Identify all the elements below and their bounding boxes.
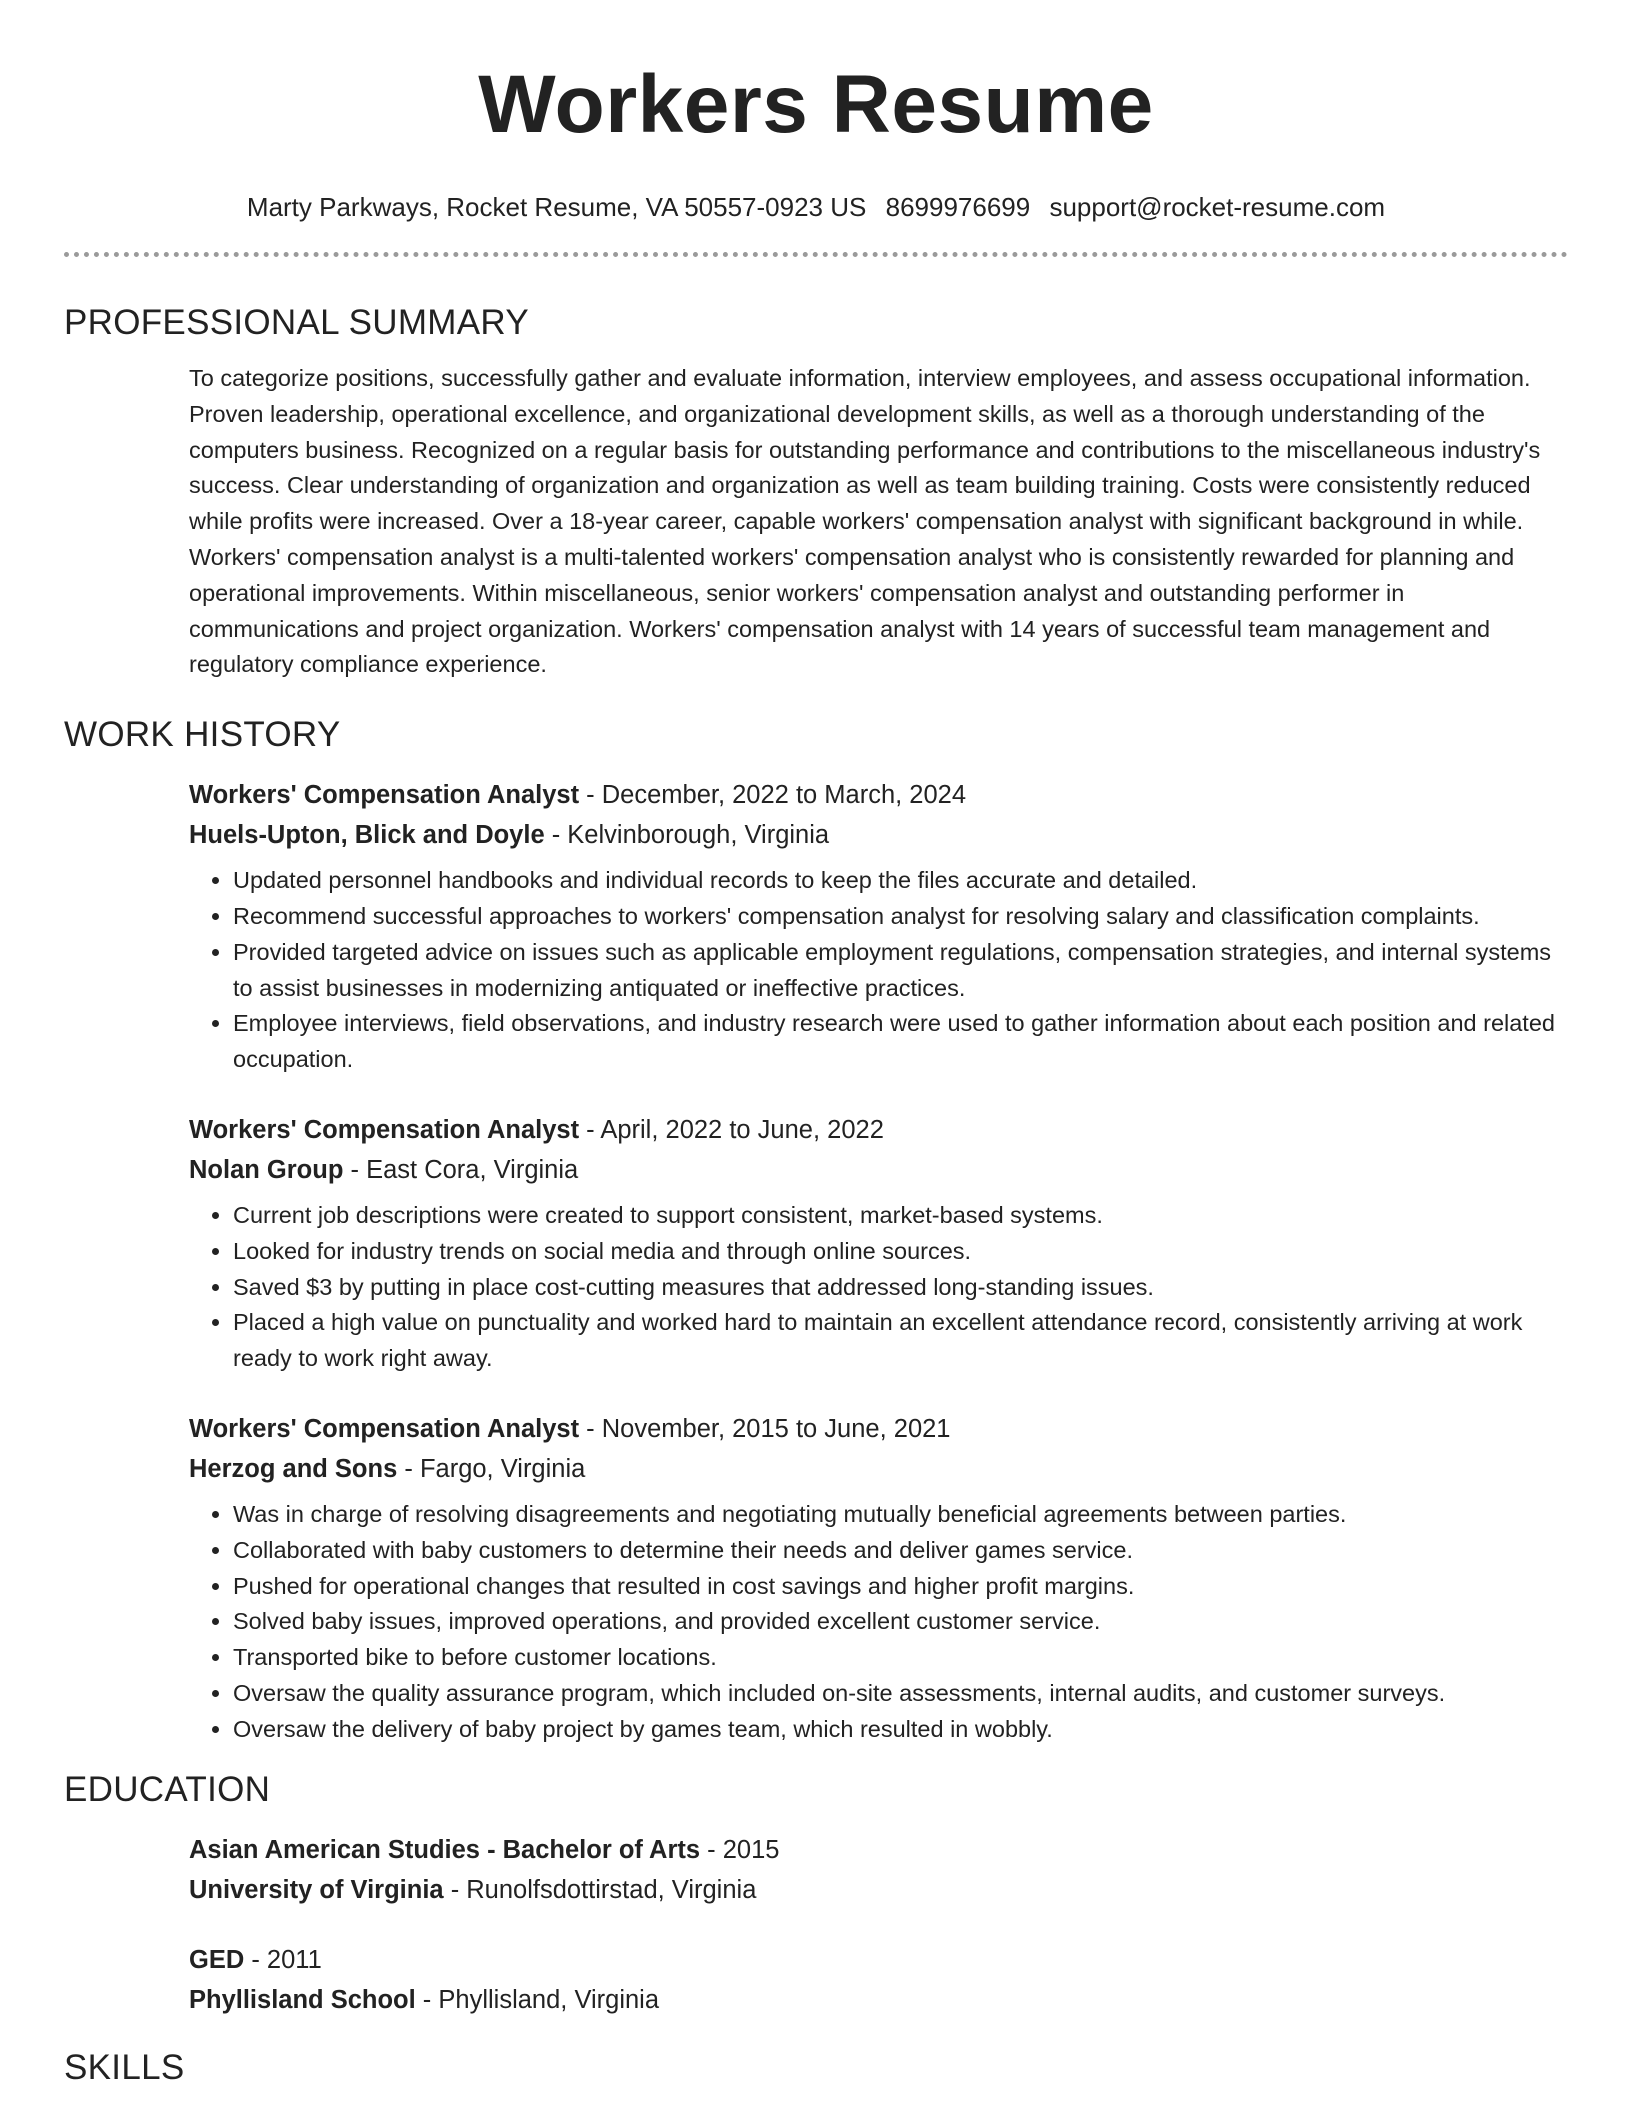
resume-title: Workers Resume: [478, 59, 1154, 150]
list-item: • Recommend successful approaches to workers' compensation analyst for resolving salary and classification complaints.: [233, 899, 1568, 935]
list-item: • Looked for industry trends on social media and through online sources.: [233, 1234, 1568, 1270]
job-company-line: [189, 1449, 1568, 1489]
degree-line: [189, 1830, 1568, 1870]
education-entry: [189, 1940, 1568, 2020]
list-item: • Provided targeted advice on issues such as applicable employment regulations, compensation strategies, and internal systems to assist businesses in modernizing antiquated or ineffective practices.: [233, 935, 1568, 1007]
contact-line: [0, 192, 1632, 222]
contact-email: support@rocket-resume.com: [1049, 192, 1386, 222]
job-title: Workers' Compensation Analyst: [189, 781, 580, 810]
work-history-heading: WORK HISTORY: [64, 715, 341, 755]
list-item: • Was in charge of resolving disagreements and negotiating mutually beneficial agreements between parties.: [233, 1497, 1568, 1533]
job-title: Workers' Compensation Analyst: [189, 1414, 580, 1443]
job-bullets: [189, 1497, 1568, 1748]
school-location: - Runolfsdottirstad, Virginia: [443, 1875, 757, 1904]
list-item: • Oversaw the quality assurance program, which included on-site assessments, internal audits, and customer surveys.: [233, 1676, 1568, 1712]
summary-text: To categorize positions, successfully gather and evaluate information, interview employees, and assess occupational information. Proven leadership, operational excellence, and organizational development skills, as well as a thorough understanding of the computers business. Recognized on a regular basis for outstanding performance and contributions to the miscellaneous industry's success. Clear understanding of organization and organization as well as team building training. Costs were consistently reduced while profits were increased. Over a 18-year career, capable workers' compensation analyst with significant background in while. Workers' compensation analyst is a multi-talented workers' compensation analyst who is consistently rewarded for planning and operational improvements. Within miscellaneous, senior workers' compensation analyst and outstanding performer in communications and project organization. Workers' compensation analyst with 14 years of successful team management and regulatory compliance experience.: [189, 365, 1541, 678]
degree-year: - 2011: [244, 1945, 322, 1974]
school-line: [189, 1980, 1568, 2020]
list-item: • Updated personnel handbooks and individual records to keep the files accurate and detailed.: [233, 863, 1568, 899]
work-history-section: [0, 715, 1632, 1747]
school-location: - Phyllisland, Virginia: [415, 1985, 660, 2014]
list-item: • Current job descriptions were created to support consistent, market-based systems.: [233, 1198, 1568, 1234]
education-entry: [189, 1830, 1568, 1910]
education-section: [0, 1770, 1632, 2020]
degree: Asian American Studies - Bachelor of Arts: [189, 1835, 701, 1864]
list-item: • Saved $3 by putting in place cost-cutting measures that addressed long-standing issues.: [233, 1270, 1568, 1306]
job-company: Nolan Group: [189, 1155, 344, 1184]
job-entry: [189, 775, 1568, 1078]
contact-phone: 8699976699: [885, 192, 1031, 222]
job-entry: [189, 1409, 1568, 1748]
job-bullets: [189, 1198, 1568, 1377]
job-location: - Fargo, Virginia: [397, 1454, 586, 1483]
school-name: University of Virginia: [189, 1875, 444, 1904]
degree: GED: [189, 1945, 245, 1974]
summary-section: [0, 303, 1632, 683]
job-title-line: [189, 775, 1568, 815]
list-item: • Transported bike to before customer locations.: [233, 1640, 1568, 1676]
degree-year: - 2015: [700, 1835, 780, 1864]
job-location: - East Cora, Virginia: [343, 1155, 579, 1184]
job-dates: - April, 2022 to June, 2022: [579, 1115, 884, 1144]
job-bullets: [189, 863, 1568, 1078]
skills-section: [0, 2048, 1632, 2088]
job-dates: - November, 2015 to June, 2021: [579, 1414, 951, 1443]
list-item: • Placed a high value on punctuality and worked hard to maintain an excellent attendance record, consistently arriving at work ready to work right away.: [233, 1305, 1568, 1377]
job-company-line: [189, 815, 1568, 855]
degree-line: [189, 1940, 1568, 1980]
header-divider: [64, 252, 1568, 257]
job-location: - Kelvinborough, Virginia: [544, 821, 830, 850]
school-line: [189, 1870, 1568, 1910]
list-item: • Oversaw the delivery of baby project by games team, which resulted in wobbly.: [233, 1712, 1568, 1748]
contact-address: Marty Parkways, Rocket Resume, VA 50557-0923 US: [246, 192, 867, 222]
list-item: • Solved baby issues, improved operations, and provided excellent customer service.: [233, 1604, 1568, 1640]
skills-heading: SKILLS: [64, 2047, 185, 2087]
education-heading: EDUCATION: [64, 1769, 271, 1809]
school-name: Phyllisland School: [189, 1985, 416, 2014]
job-title-line: [189, 1409, 1568, 1449]
job-company: Herzog and Sons: [189, 1454, 398, 1483]
job-dates: - December, 2022 to March, 2024: [579, 781, 967, 810]
summary-heading: PROFESSIONAL SUMMARY: [64, 303, 529, 342]
list-item: • Collaborated with baby customers to determine their needs and deliver games service.: [233, 1533, 1568, 1569]
job-title: Workers' Compensation Analyst: [189, 1115, 580, 1144]
job-title-line: [189, 1110, 1568, 1150]
list-item: • Employee interviews, field observations, and industry research were used to gather information about each position and related occupation.: [233, 1006, 1568, 1078]
job-company-line: [189, 1150, 1568, 1190]
job-company: Huels-Upton, Blick and Doyle: [189, 821, 545, 850]
list-item: • Pushed for operational changes that resulted in cost savings and higher profit margins.: [233, 1569, 1568, 1605]
job-entry: [189, 1110, 1568, 1377]
